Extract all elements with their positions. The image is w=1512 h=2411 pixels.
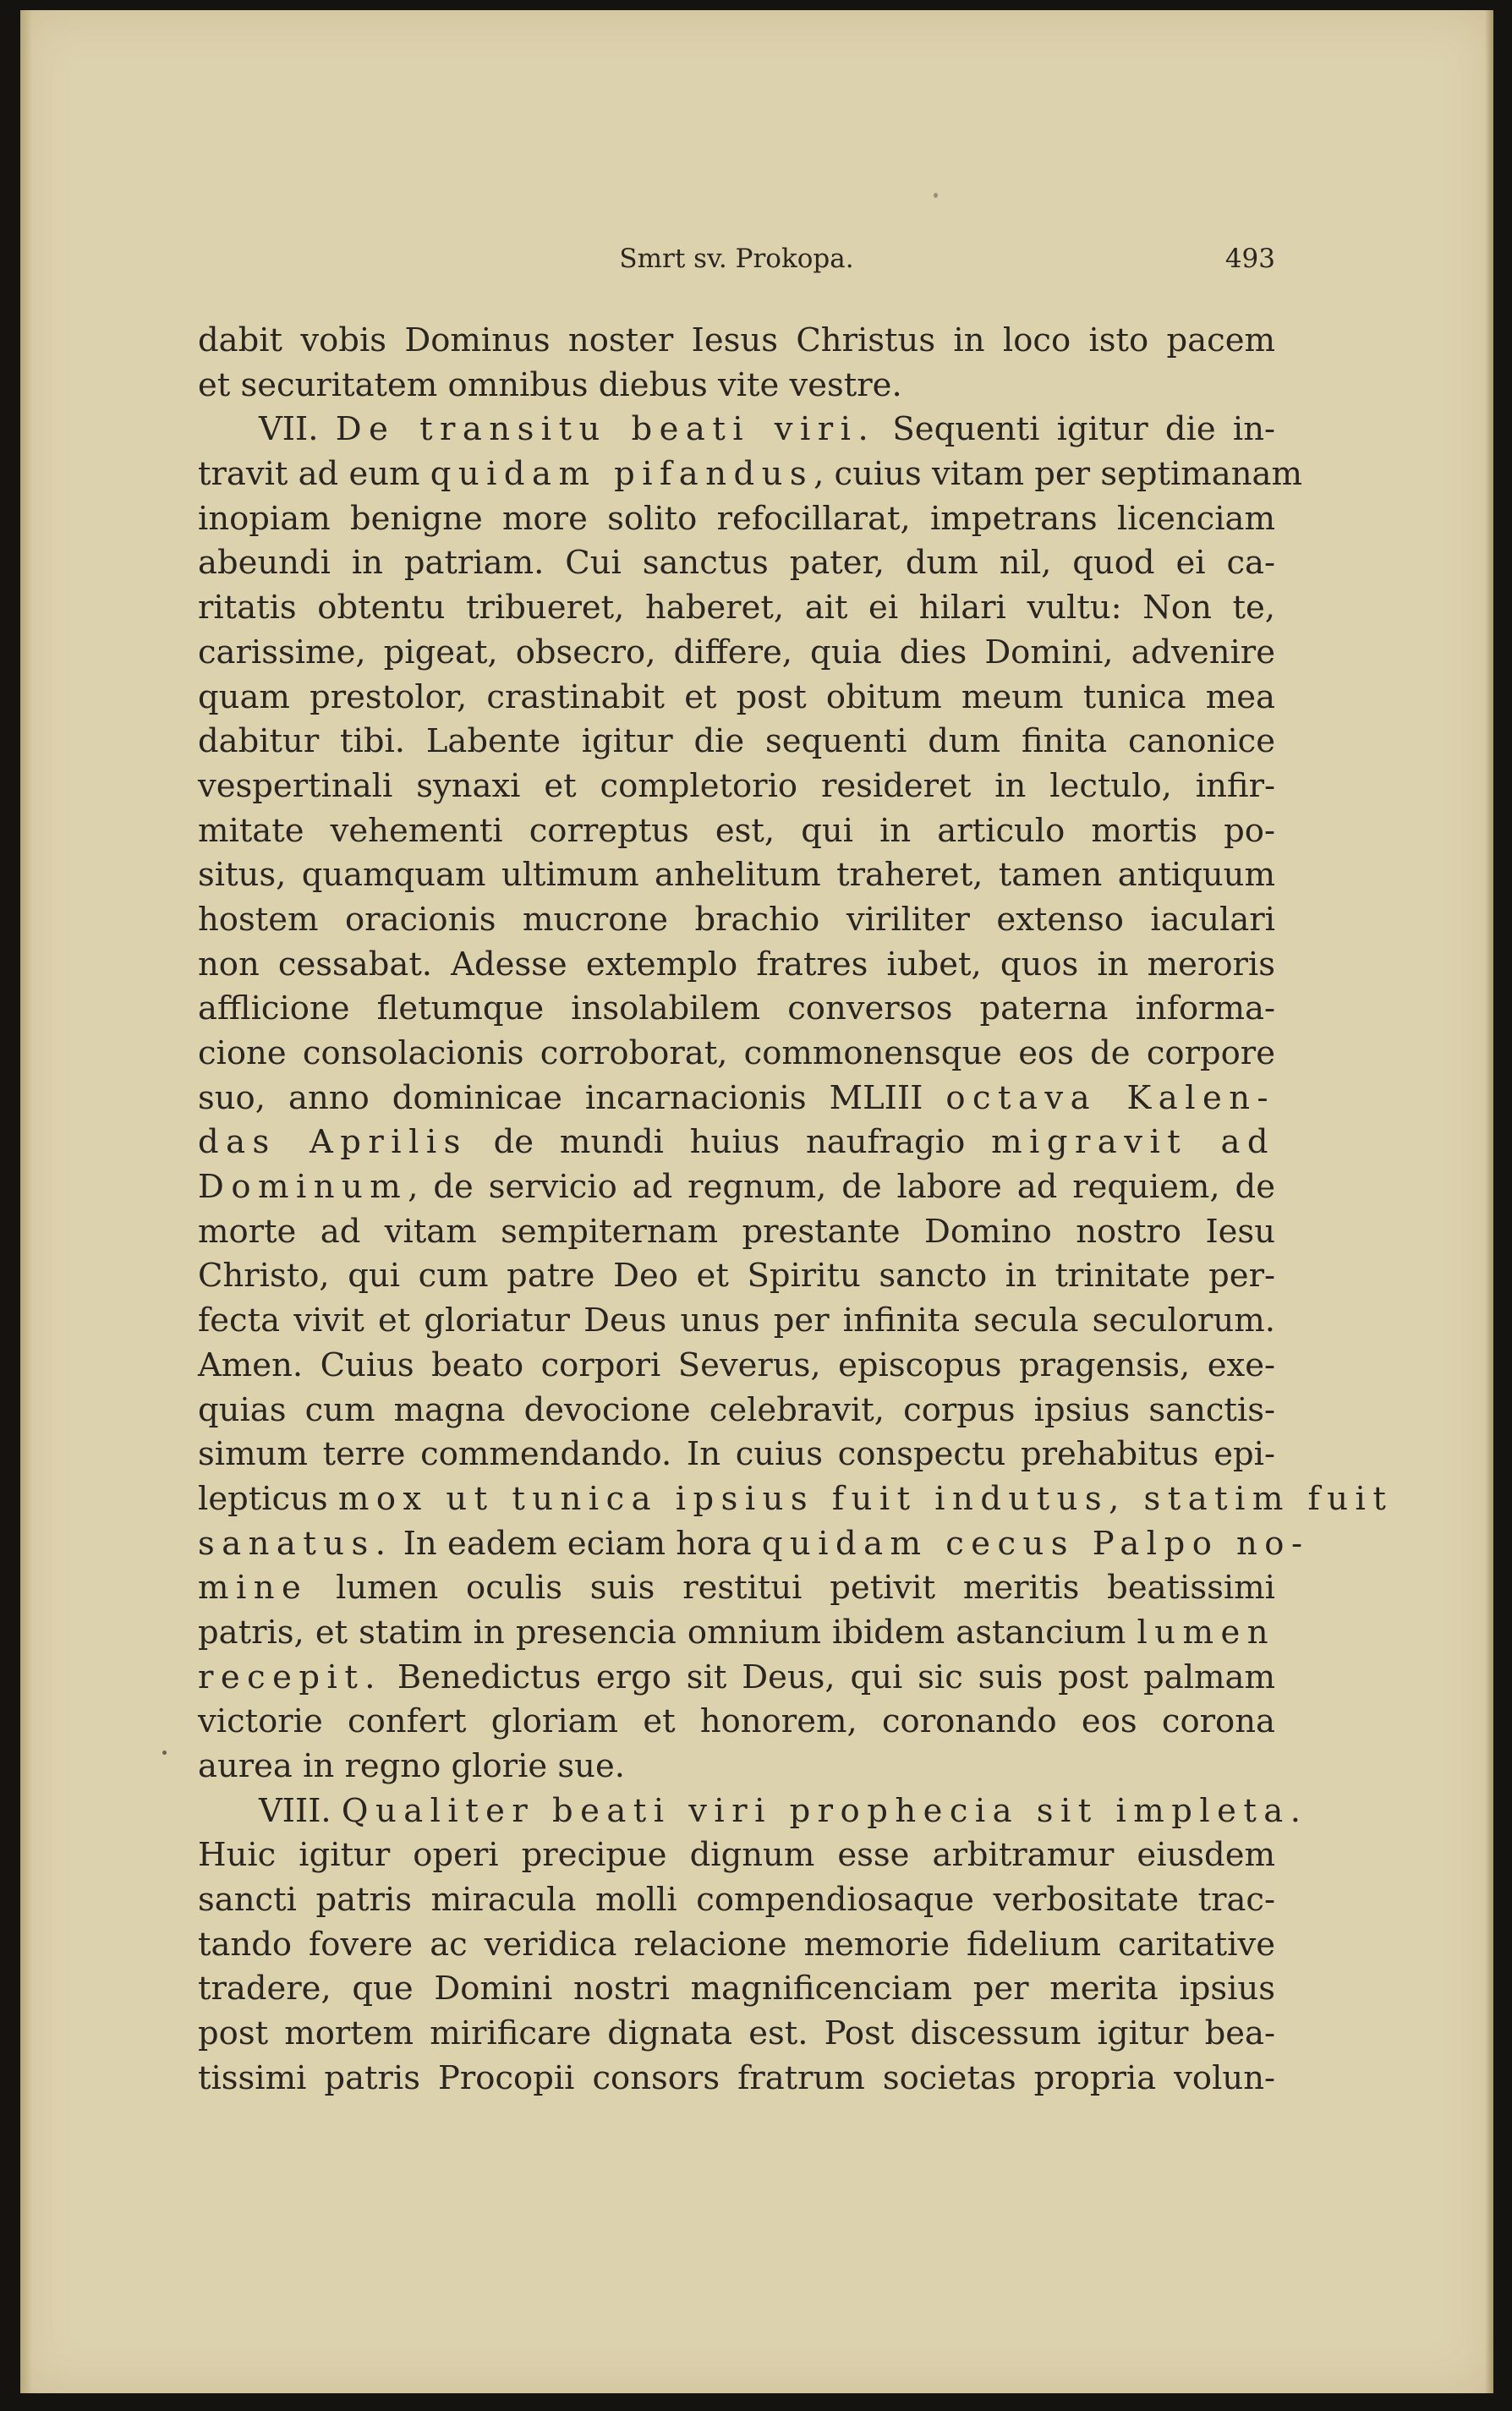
text-line: [198, 1121, 1275, 1165]
text-line: [198, 1477, 1394, 1522]
text-line: [198, 1165, 1275, 1210]
spaced-text-run: recepit.: [198, 1658, 382, 1696]
spaced-text-run: De transitu beati viri.: [335, 410, 876, 449]
text-run: abeundi in patriam. Cui sanctus pater, dum nil, quod ei ca-: [198, 544, 1275, 583]
text-run: tradere, que Domini nostri magnificenciam per merita ipsius: [198, 1970, 1275, 2008]
text-line: [198, 1566, 1275, 1611]
text-run: tissimi patris Procopii consors fratrum societas propria volun-: [198, 2058, 1275, 2097]
text-run: hostem oracionis mucrone brachio viriliter extenso iaculari: [198, 900, 1275, 939]
text-run: tando fovere ac veridica relacione memorie fidelium caritative: [198, 1925, 1275, 1964]
text-line: [198, 1389, 1275, 1433]
text-line: [198, 943, 1275, 988]
text-line: [198, 497, 1275, 542]
text-line: [198, 1700, 1275, 1745]
text-run: , de servicio ad regnum, de labore ad requiem, de: [408, 1168, 1275, 1207]
book-page: [20, 10, 1493, 2393]
text-line: [198, 1433, 1275, 1477]
spaced-text-run: quidam cecus Palpo no-: [761, 1524, 1310, 1563]
text-run: simum terre commendando. In cuius conspectu prehabitus epi-: [198, 1435, 1275, 1474]
text-line: [198, 1210, 1275, 1255]
text-run: et securitatem omnibus diebus vite vestre.: [198, 365, 902, 404]
text-run: VIII.: [259, 1791, 342, 1830]
text-run: afflicione fletumque insolabilem conversos paterna informa-: [198, 989, 1275, 1028]
text-line: [198, 631, 1275, 676]
text-run: de mundi huius naufragio: [467, 1123, 992, 1162]
page-edge-left: [20, 10, 32, 2393]
text-run: quam prestolor, crastinabit et post obitum meum tunica mea: [198, 677, 1275, 716]
text-run: Sequenti igitur die in-: [875, 410, 1275, 449]
spaced-text-run: mine: [198, 1569, 309, 1608]
body-text: [198, 319, 1394, 2101]
text-line: [198, 1611, 1275, 1656]
text-line: [198, 853, 1275, 898]
text-line: [198, 809, 1275, 854]
text-run: situs, quamquam ultimum anhelitum traheret, tamen antiquum: [198, 856, 1275, 895]
spaced-text-run: lumen: [1137, 1613, 1275, 1652]
margin-dot: [162, 1751, 167, 1755]
text-run: Amen. Cuius beato corpori Severus, episcopus pragensis, exe-: [198, 1345, 1275, 1384]
page-edge-right: [1485, 10, 1493, 2393]
text-run: sancti patris miracula molli compendiosaque verbositate trac-: [198, 1881, 1275, 1920]
text-line: [198, 2012, 1275, 2057]
text-line: [198, 1656, 1275, 1701]
text-line: [198, 319, 1275, 364]
spaced-text-run: quidam pifandus: [430, 455, 814, 494]
text-run: post mortem mirificare dignata est. Post discessum igitur bea-: [198, 2014, 1275, 2053]
spaced-text-run: sanatus.: [198, 1524, 393, 1563]
spaced-text-run: Dominum: [198, 1168, 408, 1207]
text-line: [198, 987, 1275, 1032]
text-line: [198, 1344, 1275, 1389]
text-line: [198, 1967, 1275, 2012]
text-line: [198, 1299, 1275, 1344]
spaced-text-run: mox ut tunica ipsius fuit indutus, statim fuit: [337, 1479, 1394, 1518]
text-run: quias cum magna devocione celebravit, corpus ipsius sanctis-: [198, 1390, 1275, 1429]
text-run: lepticus: [198, 1479, 338, 1518]
text-run: Benedictus ergo sit Deus, qui sic suis post palmam: [381, 1658, 1275, 1696]
text-run: ritatis obtentu tribueret, haberet, ait ei hilari vultu: Non te,: [198, 589, 1275, 627]
text-run: vespertinali synaxi et completorio resideret in lectulo, infir-: [198, 766, 1275, 805]
text-line: [198, 586, 1275, 631]
text-run: VII.: [259, 410, 336, 449]
text-run: , cuius vitam per septimanam: [814, 455, 1303, 494]
running-title: Smrt sv. Prokopa.: [619, 244, 854, 274]
text-run: cione consolacionis corroborat, commonensque eos de corpore: [198, 1034, 1275, 1072]
text-line: [198, 764, 1275, 809]
text-run: travit ad eum: [198, 455, 430, 494]
text-line: [198, 1833, 1275, 1878]
text-run: aurea in regno glorie sue.: [198, 1747, 625, 1785]
text-run: victorie confert gloriam et honorem, coronando eos corona: [198, 1702, 1275, 1741]
text-line: [198, 1878, 1275, 1923]
text-run: In eadem eciam hora: [392, 1524, 762, 1563]
text-run: dabitur tibi. Labente igitur die sequenti dum finita canonice: [198, 722, 1275, 761]
text-run: Huic igitur operi precipue dignum esse arbitramur eiusdem: [198, 1836, 1275, 1875]
text-line: [198, 1032, 1275, 1077]
text-line: [198, 541, 1275, 586]
text-run: patris, et statim in presencia omnium ibidem astancium: [198, 1613, 1137, 1652]
text-line: [198, 1254, 1275, 1299]
text-run: suo, anno dominicae incarnacionis MLIII: [198, 1078, 946, 1117]
text-line: [198, 408, 1275, 452]
text-line: [198, 1522, 1310, 1567]
spaced-text-run: das Aprilis: [198, 1123, 468, 1162]
text-line: [198, 1745, 1275, 1789]
paper-speck: [934, 193, 938, 198]
running-header: [198, 244, 1275, 286]
text-run: Christo, qui cum patre Deo et Spiritu sancto in trinitate per-: [198, 1257, 1275, 1296]
text-line: [198, 1789, 1308, 1834]
text-line: [198, 2057, 1275, 2101]
text-line: [198, 364, 1275, 408]
text-run: carissime, pigeat, obsecro, differe, quia dies Domini, advenire: [198, 633, 1275, 671]
spaced-text-run: migravit ad: [991, 1123, 1275, 1162]
text-run: mitate vehementi correptus est, qui in articulo mortis po-: [198, 811, 1275, 850]
text-line: [198, 1077, 1275, 1121]
text-run: lumen oculis suis restitui petivit meritis beatissimi: [308, 1569, 1275, 1608]
text-line: [198, 720, 1275, 764]
spaced-text-run: octava Kalen-: [945, 1078, 1275, 1117]
text-run: inopiam benigne more solito refocillarat, impetrans licenciam: [198, 499, 1275, 538]
text-line: [198, 1923, 1275, 1968]
spaced-text-run: Qualiter beati viri prophecia sit impleta.: [341, 1791, 1308, 1830]
text-run: morte ad vitam sempiternam prestante Domino nostro Iesu: [198, 1212, 1275, 1251]
text-line: [198, 452, 1303, 497]
text-run: fecta vivit et gloriatur Deus unus per infinita secula seculorum.: [198, 1301, 1275, 1340]
text-line: [198, 676, 1275, 721]
text-run: dabit vobis Dominus noster Iesus Christus in loco isto pacem: [198, 321, 1275, 359]
page-number: 493: [1224, 244, 1275, 274]
text-run: non cessabat. Adesse extemplo fratres iubet, quos in meroris: [198, 945, 1275, 984]
text-line: [198, 898, 1275, 943]
